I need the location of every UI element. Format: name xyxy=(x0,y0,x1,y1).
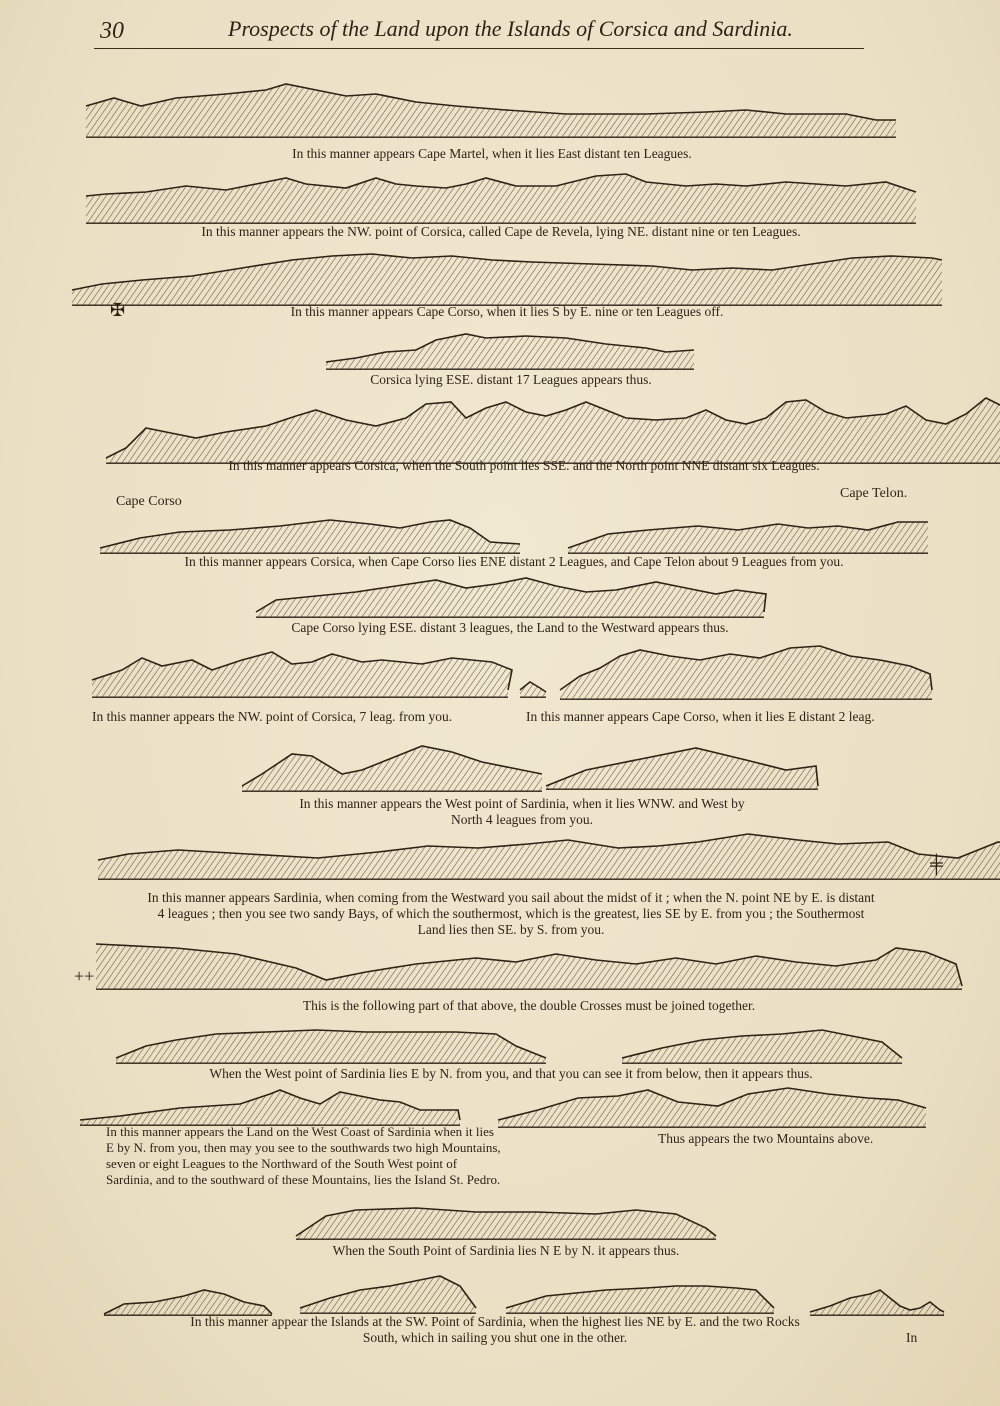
caption-7: Cape Corso lying ESE. distant 3 leagues, the Land to the Westward appears thus. xyxy=(291,620,729,635)
caption-17: In this manner appear the Islands at the SW. Point of Sardinia, when the highest lies NE by E. and the two Rocks South, which in sailing you shut one in the other. xyxy=(190,1314,800,1345)
coast-profile-9a xyxy=(242,744,542,792)
caption-11: In this manner appears Sardinia, when coming from the Westward you sail about the midst of it ; when the N. point NE by E. is distant 4 leagues ; then you see two sandy Bays, of which the southermost, which is the greatest, lies SE by E. from you ; the Southermost Land lies then SE. by S. from you. xyxy=(147,890,875,937)
coast-profile-14 xyxy=(296,1206,716,1240)
coast-hatching xyxy=(100,520,520,554)
caption-10: In this manner appears the West point of Sardinia, when it lies WNW. and West by North 4 leagues from you. xyxy=(299,796,745,827)
caption-4: Corsica lying ESE. distant 17 Leagues appears thus. xyxy=(370,372,652,387)
caption-13: When the West point of Sardinia lies E by N. from you, and that you can see it from below, then it appears thus. xyxy=(209,1066,813,1081)
coast-hatching xyxy=(98,834,1000,880)
coast-hatching xyxy=(326,334,694,370)
caption-3: In this manner appears Cape Corso, when it lies S by E. nine or ten Leagues off. xyxy=(290,304,724,319)
page-title: Prospects of the Land upon the Islands of Corsica and Sardinia. xyxy=(228,16,793,41)
coast-hatching xyxy=(116,1030,546,1064)
coast-hatching xyxy=(106,398,1000,464)
coast-hatching xyxy=(546,748,818,790)
coast-hatching xyxy=(242,746,542,792)
coast-hatching xyxy=(560,646,932,700)
coast-hatching xyxy=(296,1208,716,1240)
coast-hatching xyxy=(80,1090,460,1126)
caption-2: In this manner appears the NW. point of Corsica, called Cape de Revela, lying NE. distant nine or ten Leagues. xyxy=(201,224,801,239)
coast-hatching xyxy=(300,1276,476,1314)
coast-hatching xyxy=(568,522,928,554)
coast-profile-8a xyxy=(92,650,512,698)
coast-profile-5 xyxy=(106,398,942,464)
caption-15: Thus appears the two Mountains above. xyxy=(658,1131,874,1146)
caption-1: In this manner appears Cape Martel, when it lies East distant ten Leagues. xyxy=(292,146,692,161)
coast-profile-8c xyxy=(560,646,932,700)
caption-12: This is the following part of that above, the double Crosses must be joined together. xyxy=(302,998,756,1013)
coast-profile-15a xyxy=(104,1286,274,1316)
coast-profile-13a xyxy=(80,1090,496,1126)
coast-profile-4 xyxy=(326,330,696,370)
label-cape-corso: Cape Corso xyxy=(116,494,182,509)
label-cape-telon: Cape Telon. xyxy=(840,486,908,501)
caption-6: In this manner appears Corsica, when Cape Corso lies ENE distant 2 Leagues, and Cape Telon about 9 Leagues from you. xyxy=(184,554,844,569)
coast-hatching xyxy=(256,578,766,618)
caption-9: In this manner appears Cape Corso, when it lies E distant 2 leag. xyxy=(526,709,875,724)
coast-profile-1 xyxy=(86,84,898,138)
coast-profile-10 xyxy=(98,834,948,880)
coast-profile-15b xyxy=(300,1276,478,1314)
catchword: In xyxy=(906,1330,918,1345)
coast-profile-12b xyxy=(622,1026,906,1064)
coast-profile-13b xyxy=(498,1088,926,1128)
coast-hatching xyxy=(96,944,962,990)
double-crosses: ++ xyxy=(74,966,95,986)
caption-16: When the South Point of Sardinia lies N E by N. it appears thus. xyxy=(332,1243,680,1258)
coast-hatching xyxy=(72,254,942,306)
coast-profile-8b xyxy=(520,676,550,698)
coast-hatching xyxy=(86,84,896,138)
coast-hatching xyxy=(506,1286,774,1314)
coast-profile-6b xyxy=(568,518,928,554)
coast-profile-7 xyxy=(256,576,764,618)
coast-profile-12a xyxy=(116,1026,546,1064)
caption-5: In this manner appears Corsica, when the South point lies SSE. and the North point NNE distant six Leagues. xyxy=(228,458,820,473)
coast-profile-15c xyxy=(506,1282,776,1314)
coast-marker-10: ╪ xyxy=(930,854,943,874)
coast-marker-3: ✠ xyxy=(110,300,126,320)
coast-profile-15d xyxy=(810,1286,946,1316)
coast-profile-9b xyxy=(546,746,818,790)
coast-hatching xyxy=(810,1290,944,1316)
coast-profile-3 xyxy=(72,250,942,306)
page-number: 30 xyxy=(100,18,124,44)
coast-profile-2 xyxy=(86,172,916,224)
title-rule xyxy=(94,48,864,49)
caption-14: In this manner appears the Land on the West Coast of Sardinia when it lies E by N. from you, then may you see to the southwards two high Mountains, seven or eight Leagues to the Northward of the South West point of Sardinia, and to the southward of these Mountains, lies the Island St. Pedro. xyxy=(106,1124,501,1187)
coast-hatching xyxy=(498,1088,926,1128)
caption-8: In this manner appears the NW. point of Corsica, 7 leag. from you. xyxy=(92,709,453,724)
coast-profile-11 xyxy=(96,944,962,990)
coast-profile-6a xyxy=(100,516,470,554)
